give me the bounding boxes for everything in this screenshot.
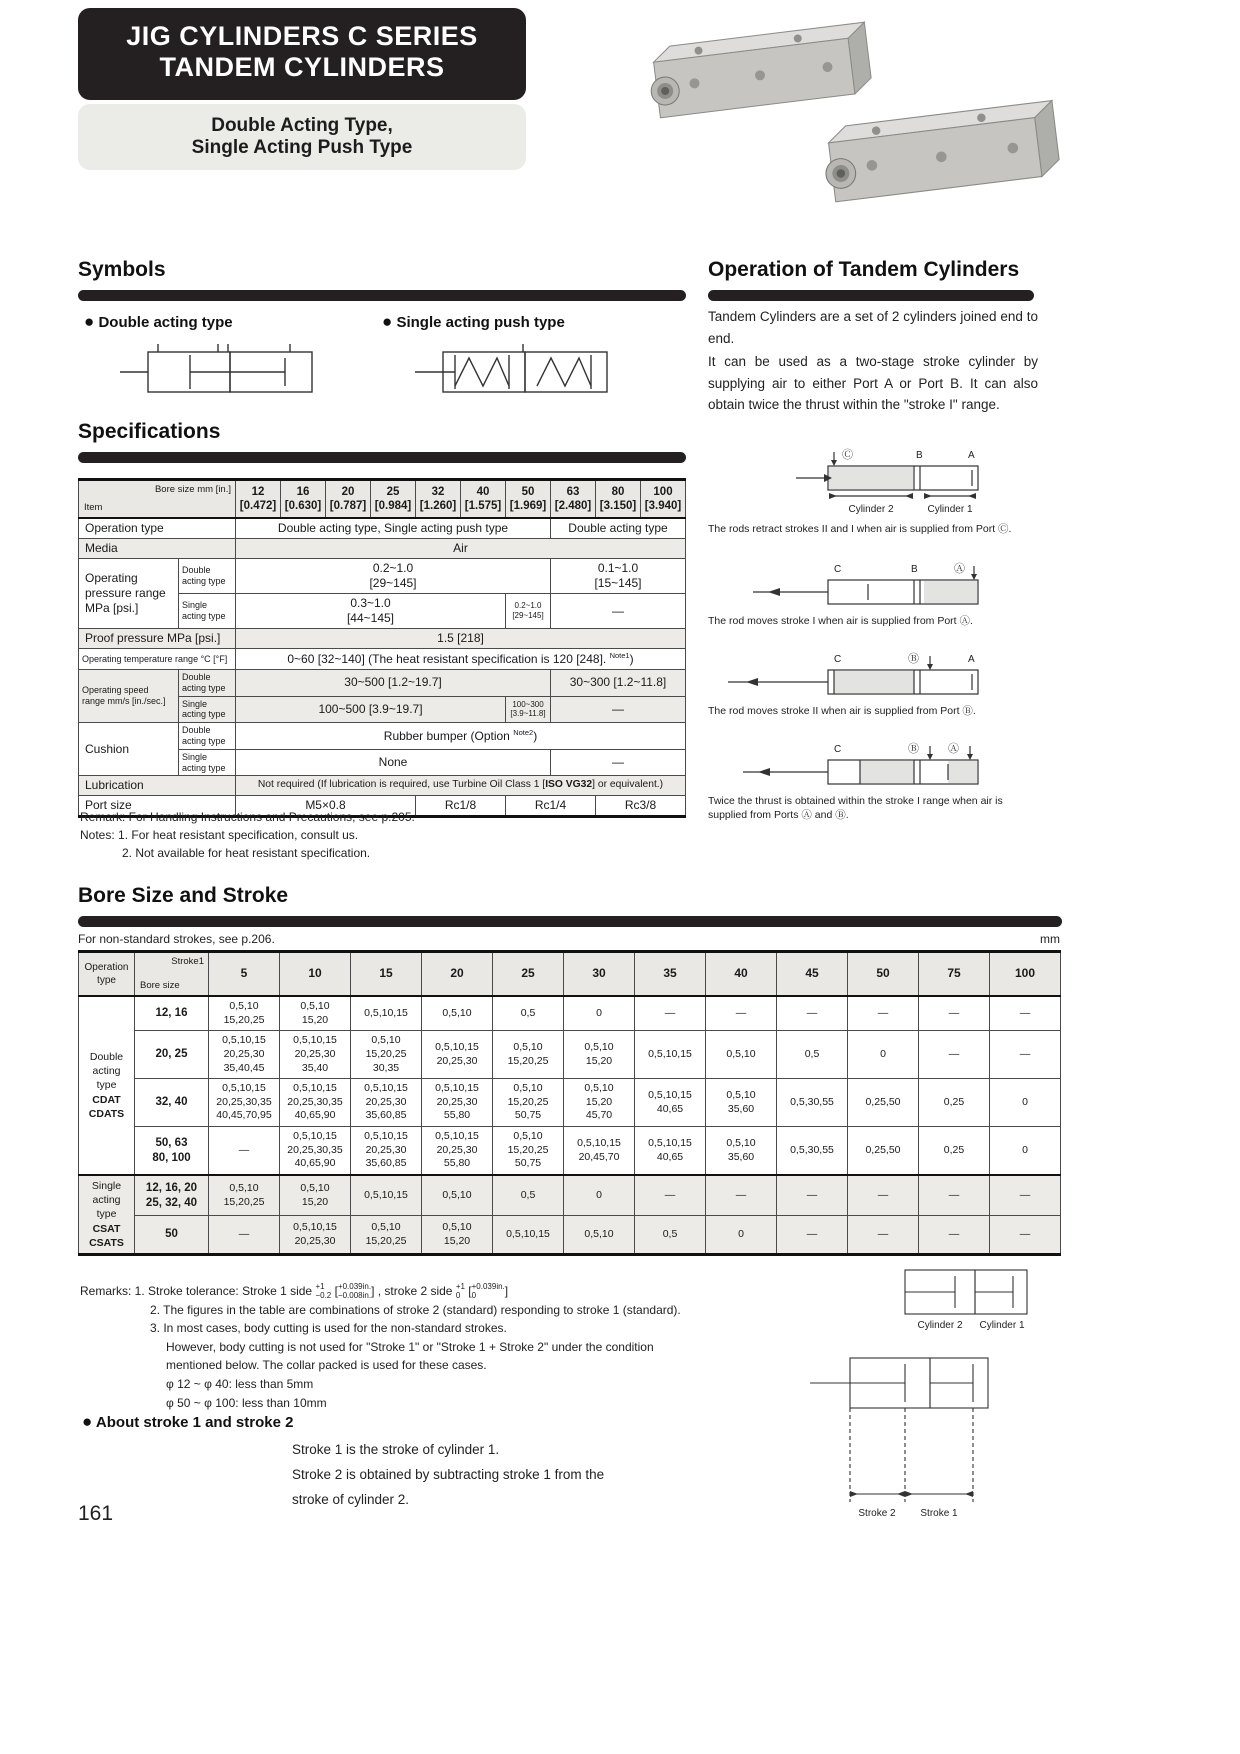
stroke-diagram-lines (810, 1270, 1027, 1502)
about-stroke-line2: Stroke 2 is obtained by subtracting stroke 1 from the (292, 1466, 605, 1482)
table-cell: 0.1~1.0 [15~145] (551, 559, 686, 594)
table-cell: 20 (422, 952, 493, 997)
operation-paragraph (708, 306, 1038, 418)
spec-notes-line2: 2. Not available for heat resistant specification. (122, 846, 371, 860)
table-cell: 0,5,10 15,20,25 (209, 1175, 280, 1216)
table-cell: 1.5 [218] (236, 629, 686, 649)
table-cell: 0,5,10 (422, 1175, 493, 1216)
table-cell: Proof pressure MPa [psi.] (79, 629, 236, 649)
table-cell: Double acting type (551, 518, 686, 539)
product-photo-illustration (600, 12, 1070, 242)
table-cell: Port size (79, 796, 236, 817)
table-cell: 75 (919, 952, 990, 997)
operation-diagram-3 (708, 650, 1044, 718)
table-row (79, 518, 686, 539)
bore-note: For non-standard strokes, see p.206. (78, 932, 275, 946)
table-cell: 0,5,10,15 20,25,30 35,40 (280, 1031, 351, 1079)
port-label-a: A (968, 450, 975, 461)
table-cell: 0,5,10,15 20,25,30,35 40,65,90 (280, 1127, 351, 1175)
table-cell: 25 (493, 952, 564, 997)
diagram-lines (728, 656, 978, 694)
stroke-explanation-diagram (755, 1262, 1060, 1552)
table-cell: 0,5 (493, 996, 564, 1031)
table-cell: 16 [0.630] (281, 480, 326, 519)
table-cell: 15 (351, 952, 422, 997)
operation-diagram-2 (708, 560, 1044, 628)
tandem-diagram-stroke1 (708, 560, 1044, 608)
table-cell: 0,5,10 15,20 (280, 1175, 351, 1216)
table-cell: Double acting type (179, 559, 236, 594)
stroke2-label: Stroke 2 (858, 1508, 896, 1519)
table-cell: — (919, 1175, 990, 1216)
table-cell: 0 (564, 1175, 635, 1216)
table-cell: — (209, 1216, 280, 1255)
port-label-c: Ⓒ (842, 449, 853, 461)
table-row (79, 952, 1061, 997)
bullet-icon: ● (382, 312, 393, 331)
diagram-lines (796, 452, 978, 496)
table-cell: — (551, 594, 686, 629)
table-cell: 0,5,10 15,20,25 (351, 1216, 422, 1255)
subtitle-line1: Double Acting Type, (211, 115, 393, 136)
diagram-caption: The rods retract strokes II and I when air is supplied from Port Ⓒ. (708, 523, 1012, 535)
table-cell: 40 (706, 952, 777, 997)
product-photo-2 (820, 101, 1061, 203)
table-cell: 100~500 [3.9~19.7] (236, 696, 506, 723)
table-cell: 0,5,10 15,20,25 30,35 (351, 1031, 422, 1079)
table-cell: 0,5,10 (422, 996, 493, 1031)
table-cell: — (990, 1175, 1061, 1216)
table-cell: — (990, 1216, 1061, 1255)
table-cell: Cushion (79, 723, 179, 776)
table-cell: M5×0.8 (236, 796, 416, 817)
port-label-c: C (834, 744, 842, 755)
table-cell: 0 (990, 1079, 1061, 1127)
table-cell: 0,5,10,15 20,25,30 35,40,45 (209, 1031, 280, 1079)
table-cell: 12, 16 (135, 996, 209, 1031)
table-cell: 0,5,10 35,60 (706, 1079, 777, 1127)
port-label-a: A (968, 654, 975, 665)
about-stroke-heading: ● About stroke 1 and stroke 2 (82, 1412, 294, 1431)
table-row (79, 1031, 1061, 1079)
table-cell: 40 [1.575] (461, 480, 506, 519)
table-cell: 30~300 [1.2~11.8] (551, 670, 686, 697)
table-row (79, 649, 686, 670)
subtitle-line2: Single Acting Push Type (191, 137, 413, 158)
operation-heading: Operation of Tandem Cylinders (708, 258, 1020, 281)
table-cell: 0,5,30,55 (777, 1079, 848, 1127)
specifications-heading: Specifications (78, 420, 221, 443)
header-subtitle-box (78, 104, 526, 170)
cylinder2-label: Cylinder 2 (917, 1320, 963, 1331)
symbols-heading: Symbols (78, 258, 166, 281)
operation-heading-bar (708, 290, 1034, 301)
remark-line-3e: φ 50 ~ φ 100: less than 10mm (166, 1395, 327, 1410)
table-cell: — (551, 749, 686, 776)
table-cell: — (848, 1216, 919, 1255)
table-cell: 0,5 (777, 1031, 848, 1079)
table-cell: Single acting type (179, 696, 236, 723)
about-stroke-line3: stroke of cylinder 2. (292, 1491, 410, 1507)
spec-remark (80, 808, 415, 862)
remark-tolerance-line: Remarks: 1. Stroke tolerance: Stroke 1 side +1 −0.2 [ +0.039in. −0.008in. ] , stroke 2 side +1 0 [ +0.039in. 0 ] (80, 1282, 509, 1300)
table-cell: 0,5,10 15,20,25 50,75 (493, 1079, 564, 1127)
table-cell: — (635, 1175, 706, 1216)
cylinder1-label: Cylinder 1 (979, 1320, 1025, 1331)
table-cell: 0,5,10,15 (635, 1031, 706, 1079)
table-cell: 0,5,10 (564, 1216, 635, 1255)
table-cell: 12 [0.472] (236, 480, 281, 519)
table-cell: 45 (777, 952, 848, 997)
port-label-b: B (911, 564, 918, 575)
operation-paragraph-2: It can be used as a two-stage stroke cylinder by supplying air to either Port A or Port B. It can also obtain twice the thrust within the "stroke I" range. (708, 354, 1038, 413)
operation-diagram-4 (708, 740, 1044, 822)
bore-remarks (80, 1282, 800, 1412)
table-cell: Rc1/8 (416, 796, 506, 817)
table-cell: 20 [0.787] (326, 480, 371, 519)
table-cell: 100 (990, 952, 1061, 997)
table-cell: — (777, 1216, 848, 1255)
table-cell: None (236, 749, 551, 776)
table-cell: 50, 63 80, 100 (135, 1127, 209, 1175)
table-cell: — (706, 996, 777, 1031)
table-row (79, 723, 686, 750)
table-cell: 0.2~1.0 [29~145] (506, 594, 551, 629)
table-cell: Double acting type, Single acting push type (236, 518, 551, 539)
stroke1-label: Stroke 1 (920, 1508, 958, 1519)
about-stroke-line1: Stroke 1 is the stroke of cylinder 1. (292, 1442, 500, 1457)
table-cell: 0.3~1.0 [44~145] (236, 594, 506, 629)
table-cell: 0,5,10 15,20 (422, 1216, 493, 1255)
table-cell: 5 (209, 952, 280, 997)
table-cell: — (990, 996, 1061, 1031)
table-cell: — (990, 1031, 1061, 1079)
table-row (79, 1079, 1061, 1127)
table-cell: Double acting type CDAT CDATS (79, 996, 135, 1175)
header-title-box (78, 8, 526, 100)
diagram-caption: The rod moves stroke I when air is supplied from Port Ⓐ. (708, 615, 973, 627)
table-cell: 0,5,10,15 20,25,30 (422, 1031, 493, 1079)
table-cell: 0,25,50 (848, 1127, 919, 1175)
bore-corner-cell: Stroke1 Bore size (135, 952, 209, 997)
table-cell: — (919, 996, 990, 1031)
table-cell: 0,25 (919, 1079, 990, 1127)
table-cell: 0,5,10,15 20,25,30 35,60,85 (351, 1079, 422, 1127)
double-acting-symbol-label: ● Double acting type (84, 312, 233, 331)
tandem-diagram-double-thrust (708, 740, 1044, 788)
table-row (79, 539, 686, 559)
table-cell: 0,5 (493, 1175, 564, 1216)
table-cell: 0 (848, 1031, 919, 1079)
table-cell: 50 [1.969] (506, 480, 551, 519)
table-cell: — (777, 996, 848, 1031)
table-cell: 0,5,10 15,20,25 (493, 1031, 564, 1079)
cylinder1-label: Cylinder 1 (927, 504, 973, 515)
table-cell: — (209, 1127, 280, 1175)
remark-line-3c: mentioned below. The collar packed is used for these cases. (166, 1358, 487, 1373)
remark-line-3b: However, body cutting is not used for "Stroke 1" or "Stroke 1 + Stroke 2" under the condition (166, 1339, 654, 1354)
port-label-c: C (834, 654, 842, 665)
port-label-c: C (834, 564, 842, 575)
table-cell: Air (236, 539, 686, 559)
table-cell: 100~300 [3.9~11.8] (506, 696, 551, 723)
bore-stroke-table (78, 950, 1061, 1256)
table-cell: 0,5,10 15,20,25 (209, 996, 280, 1031)
table-cell: 0,5,30,55 (777, 1127, 848, 1175)
table-cell: — (848, 1175, 919, 1216)
table-cell: 0,5,10,15 40,65 (635, 1127, 706, 1175)
tolerance-stack-2: +1 0 (455, 1282, 465, 1300)
spec-table (78, 478, 686, 818)
table-cell: Double acting type (179, 670, 236, 697)
table-cell: 32 [1.260] (416, 480, 461, 519)
unit-label: mm (1040, 932, 1060, 946)
tandem-diagram-retract (708, 446, 1044, 516)
table-row (79, 1175, 1061, 1216)
table-cell: 0,5,10,15 20,25,30 55,80 (422, 1127, 493, 1175)
operation-diagram-1 (708, 446, 1044, 536)
table-cell: Not required (If lubrication is required, use Turbine Oil Class 1 [ISO VG32] or equivalent.) (236, 776, 686, 796)
table-row (79, 670, 686, 697)
port-label-a: Ⓐ (954, 563, 965, 575)
table-cell: — (919, 1031, 990, 1079)
specifications-heading-bar (78, 452, 686, 463)
table-cell: Operation type (79, 518, 236, 539)
tolerance-bracket-2: +0.039in. 0 (471, 1282, 505, 1300)
table-cell: 0,5,10 15,20 (280, 996, 351, 1031)
table-cell: 35 (635, 952, 706, 997)
diagram-lines (753, 566, 978, 604)
remark-line-3d: φ 12 ~ φ 40: less than 5mm (166, 1377, 314, 1391)
table-cell: Double acting type (179, 723, 236, 750)
table-cell: 0,5,10,15 20,45,70 (564, 1127, 635, 1175)
table-row (79, 996, 1061, 1031)
table-cell: 10 (280, 952, 351, 997)
port-label-b: Ⓑ (908, 653, 919, 665)
diagram-lines (743, 746, 978, 784)
product-photo-1 (646, 22, 873, 118)
symbols-heading-bar (78, 290, 686, 301)
table-cell: 0,5,10,15 (351, 1175, 422, 1216)
tolerance-stack-1: +1 −0.2 (315, 1282, 332, 1300)
table-cell: 100 [3.940] (641, 480, 686, 519)
table-row (79, 480, 686, 519)
single-acting-symbol-lines (415, 344, 607, 392)
table-cell: 32, 40 (135, 1079, 209, 1127)
table-cell: 0 (564, 996, 635, 1031)
table-cell: 0,5,10,15 20,25,30,35 40,65,90 (280, 1079, 351, 1127)
table-cell: — (919, 1216, 990, 1255)
table-cell: Rubber bumper (Option $^{Note2}$) (236, 723, 686, 750)
specifications-table (78, 478, 686, 818)
table-cell: 0,5,10,15 40,65 (635, 1079, 706, 1127)
table-cell: Lubrication (79, 776, 236, 796)
table-cell: 30 (564, 952, 635, 997)
spec-remark-line: Remark: For Handling Instructions and Precautions, see p.205. (80, 810, 415, 824)
port-label-b: B (916, 450, 923, 461)
bore-corner-left: Operation type (79, 952, 135, 997)
port-label-a: Ⓐ (948, 743, 959, 755)
table-cell: 0,25 (919, 1127, 990, 1175)
table-cell: 80 [3.150] (596, 480, 641, 519)
spec-corner-cell: Bore size mm [in.] Item (79, 480, 236, 519)
cylinder2-label: Cylinder 2 (848, 504, 894, 515)
table-cell: 0,5,10 15,20 (564, 1031, 635, 1079)
table-cell: 0,25,50 (848, 1079, 919, 1127)
table-cell: 63 [2.480] (551, 480, 596, 519)
bullet-icon: ● (84, 312, 95, 331)
table-row (79, 1216, 1061, 1255)
port-label-b: Ⓑ (908, 743, 919, 755)
table-cell: Operating pressure range MPa [psi.] (79, 559, 179, 629)
table-cell: 0,5,10 15,20 45,70 (564, 1079, 635, 1127)
table-cell: Media (79, 539, 236, 559)
table-cell: 0,5,10,15 20,25,30,35 40,45,70,95 (209, 1079, 280, 1127)
table-cell: 0~60 [32~140] (The heat resistant specification is 120 [248]. $^{Note1}$) (236, 649, 686, 670)
table-cell: 0,5,10,15 (351, 996, 422, 1031)
single-acting-symbol (415, 338, 625, 404)
table-cell: Single acting type (179, 594, 236, 629)
table-cell: Operating speed range mm/s [in./sec.] (79, 670, 179, 723)
operation-paragraph-1: Tandem Cylinders are a set of 2 cylinders joined end to end. (708, 309, 1038, 346)
bore-table (78, 950, 1061, 1256)
bore-heading-bar (78, 916, 1062, 927)
table-row (79, 1127, 1061, 1175)
page-title: JIG CYLINDERS C SERIES (126, 21, 478, 51)
table-cell: 0.2~1.0 [29~145] (236, 559, 551, 594)
table-cell: — (848, 996, 919, 1031)
bore-heading: Bore Size and Stroke (78, 884, 289, 907)
page-number: 161 (78, 1502, 114, 1525)
table-cell: — (777, 1175, 848, 1216)
table-cell: 30~500 [1.2~19.7] (236, 670, 551, 697)
table-cell: 0,5,10,15 20,25,30 (280, 1216, 351, 1255)
table-cell: 0,5,10 (706, 1031, 777, 1079)
table-cell: 50 (848, 952, 919, 997)
table-cell: — (635, 996, 706, 1031)
table-cell: 50 (135, 1216, 209, 1255)
table-cell: 0,5,10 35,60 (706, 1127, 777, 1175)
table-cell: 0,5,10 15,20,25 50,75 (493, 1127, 564, 1175)
table-cell: Single acting type (179, 749, 236, 776)
table-cell: 0,5 (635, 1216, 706, 1255)
table-cell: Single acting type CSAT CSATS (79, 1175, 135, 1254)
table-row (79, 629, 686, 649)
table-cell: Operating temperature range °C [°F] (79, 649, 236, 670)
table-cell: 20, 25 (135, 1031, 209, 1079)
table-cell: Rc1/4 (506, 796, 596, 817)
double-acting-symbol (120, 338, 330, 404)
bullet-icon: ● (82, 1412, 93, 1431)
table-cell: 0 (706, 1216, 777, 1255)
single-acting-symbol-label: ● Single acting push type (382, 312, 565, 331)
tandem-diagram-stroke2 (708, 650, 1044, 698)
tolerance-bracket-1: +0.039in. −0.008in. (337, 1282, 372, 1300)
spec-notes-line1: Notes: 1. For heat resistant specification, consult us. (80, 828, 359, 842)
table-cell: 0,5,10,15 20,25,30 55,80 (422, 1079, 493, 1127)
about-stroke-text (292, 1438, 604, 1513)
diagram-caption: Twice the thrust is obtained within the stroke I range when air is supplied from Ports Ⓐ and Ⓑ. (708, 795, 1003, 822)
table-cell: 0,5,10,15 20,25,30 35,60,85 (351, 1127, 422, 1175)
remark-line-3a: 3. In most cases, body cutting is used for the non-standard strokes. (150, 1321, 507, 1336)
double-acting-symbol-lines (120, 344, 312, 392)
table-cell: 12, 16, 20 25, 32, 40 (135, 1175, 209, 1216)
remark-line-2: 2. The figures in the table are combinations of stroke 2 (standard) responding to stroke 1 (standard). (150, 1302, 681, 1317)
table-cell: — (551, 696, 686, 723)
page-title-line2: TANDEM CYLINDERS (159, 52, 445, 82)
table-row (79, 559, 686, 594)
table-cell: Rc3/8 (596, 796, 686, 817)
table-row (79, 776, 686, 796)
table-cell: 0,5,10,15 (493, 1216, 564, 1255)
table-cell: 25 [0.984] (371, 480, 416, 519)
diagram-caption: The rod moves stroke II when air is supplied from Port Ⓑ. (708, 705, 976, 717)
table-cell: — (706, 1175, 777, 1216)
table-cell: 0 (990, 1127, 1061, 1175)
